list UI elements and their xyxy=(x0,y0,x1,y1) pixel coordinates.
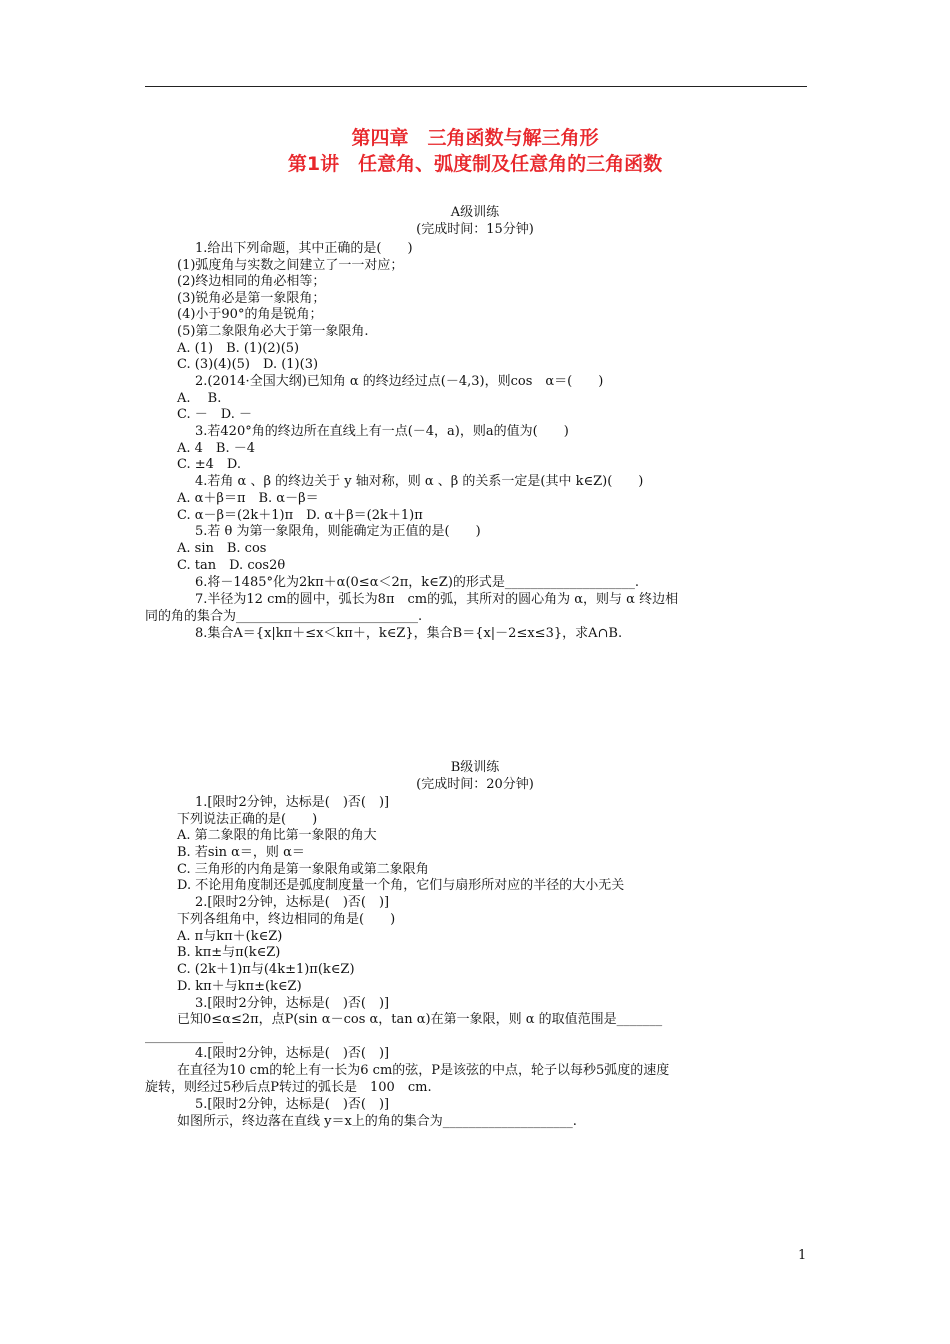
question-line: 同的角的集合为____________________________. xyxy=(145,609,423,624)
answer-options: A. α＋β＝π B. α－β＝ xyxy=(177,491,319,506)
question-line: 下列说法正确的是( ) xyxy=(177,812,318,827)
question-line: 3.[限时2分钟，达标是( )否( )] xyxy=(195,996,390,1011)
question-line: 如图所示，终边落在直线 y＝x上的角的集合为____________________. xyxy=(177,1114,577,1129)
question-line: 2.(2014·全国大纲)已知角 α 的终边经过点(－4,3)，则cos α＝( ) xyxy=(195,374,604,389)
answer-options: A. 4 B. －4 xyxy=(177,441,256,456)
question-line: 旋转，则经过5秒后点P转过的弧长是 100 cm. xyxy=(145,1080,432,1095)
section-a-title: A级训练 xyxy=(450,205,500,220)
question-line: 4.若角 α 、β 的终边关于 y 轴对称，则 α 、β 的关系一定是(其中 k∈Z)( ) xyxy=(195,474,644,489)
answer-options: B. kπ±与π(k∈Z) xyxy=(177,945,281,960)
answer-options: C. tan D. cos2θ xyxy=(177,558,286,573)
question-line: 8.集合A＝{x|kπ＋≤x＜kπ＋，k∈Z}，集合B＝{x|－2≤x≤3}，求A∩B. xyxy=(195,626,623,641)
question-line: 下列各组角中，终边相同的角是( ) xyxy=(177,912,396,927)
question-line: 2.[限时2分钟，达标是( )否( )] xyxy=(195,895,390,910)
answer-options: C. － D. － xyxy=(177,407,252,422)
answer-options: B. 若sin α＝，则 α＝ xyxy=(177,845,305,860)
page-number: 1 xyxy=(798,1248,807,1263)
answer-options: A. sin B. cos xyxy=(177,541,267,556)
question-line: (1)弧度角与实数之间建立了一一对应； xyxy=(177,258,404,273)
question-line: 3.若420°角的终边所在直线上有一点(－4，a)，则a的值为( ) xyxy=(195,424,569,439)
question-line: 1.给出下列命题，其中正确的是( ) xyxy=(195,241,413,256)
chapter-title: 第四章 三角函数与解三角形 xyxy=(351,127,599,149)
question-line: (4)小于90°的角是锐角； xyxy=(177,307,323,322)
section-b-title: B级训练 xyxy=(450,760,500,775)
question-line: 1.[限时2分钟，达标是( )否( )] xyxy=(195,795,390,810)
question-line: 已知0≤α≤2π，点P(sin α－cos α，tan α)在第一象限，则 α 的取值范围是_______ xyxy=(177,1012,663,1027)
question-line: 5.若 θ 为第一象限角，则能确定为正值的是( ) xyxy=(195,524,481,539)
section-b-time: (完成时间：20分钟) xyxy=(416,777,534,792)
answer-options: A. B. xyxy=(177,391,222,406)
answer-options: C. (3)(4)(5) D. (1)(3) xyxy=(177,357,319,372)
question-line: ____________ xyxy=(145,1029,223,1044)
answer-options: C. 三角形的内角是第一象限角或第二象限角 xyxy=(177,862,429,877)
question-line: (5)第二象限角必大于第一象限角. xyxy=(177,324,369,339)
answer-options: A. π与kπ＋(k∈Z) xyxy=(177,929,283,944)
top-rule xyxy=(145,86,807,87)
answer-options: A. (1) B. (1)(2)(5) xyxy=(177,341,300,356)
question-line: 7.半径为12 cm的圆中，弧长为8π cm的弧，其所对的圆心角为 α，则与 α 终边相 xyxy=(195,592,679,607)
lesson-title: 第1讲 任意角、弧度制及任意角的三角函数 xyxy=(287,153,663,175)
question-line: 4.[限时2分钟，达标是( )否( )] xyxy=(195,1046,390,1061)
question-line: 在直径为10 cm的轮上有一长为6 cm的弦，P是该弦的中点，轮子以每秒5弧度的速度 xyxy=(177,1063,670,1078)
answer-options: A. 第二象限的角比第一象限的角大 xyxy=(177,828,377,843)
question-line: 5.[限时2分钟，达标是( )否( )] xyxy=(195,1097,390,1112)
question-line: (2)终边相同的角必相等； xyxy=(177,274,326,289)
answer-options: D. 不论用角度制还是弧度制度量一个角，它们与扇形所对应的半径的大小无关 xyxy=(177,878,625,893)
section-a-time: (完成时间：15分钟) xyxy=(416,222,534,237)
answer-options: D. kπ＋与kπ±(k∈Z) xyxy=(177,979,302,994)
question-line: 6.将－1485°化为2kπ＋α(0≤α＜2π，k∈Z)的形式是____________________. xyxy=(195,575,640,590)
question-line: (3)锐角必是第一象限角； xyxy=(177,291,326,306)
answer-options: C. ±4 D. xyxy=(177,457,242,472)
answer-options: C. (2k＋1)π与(4k±1)π(k∈Z) xyxy=(177,962,355,977)
answer-options: C. α－β＝(2k＋1)π D. α＋β＝(2k＋1)π xyxy=(177,508,423,523)
